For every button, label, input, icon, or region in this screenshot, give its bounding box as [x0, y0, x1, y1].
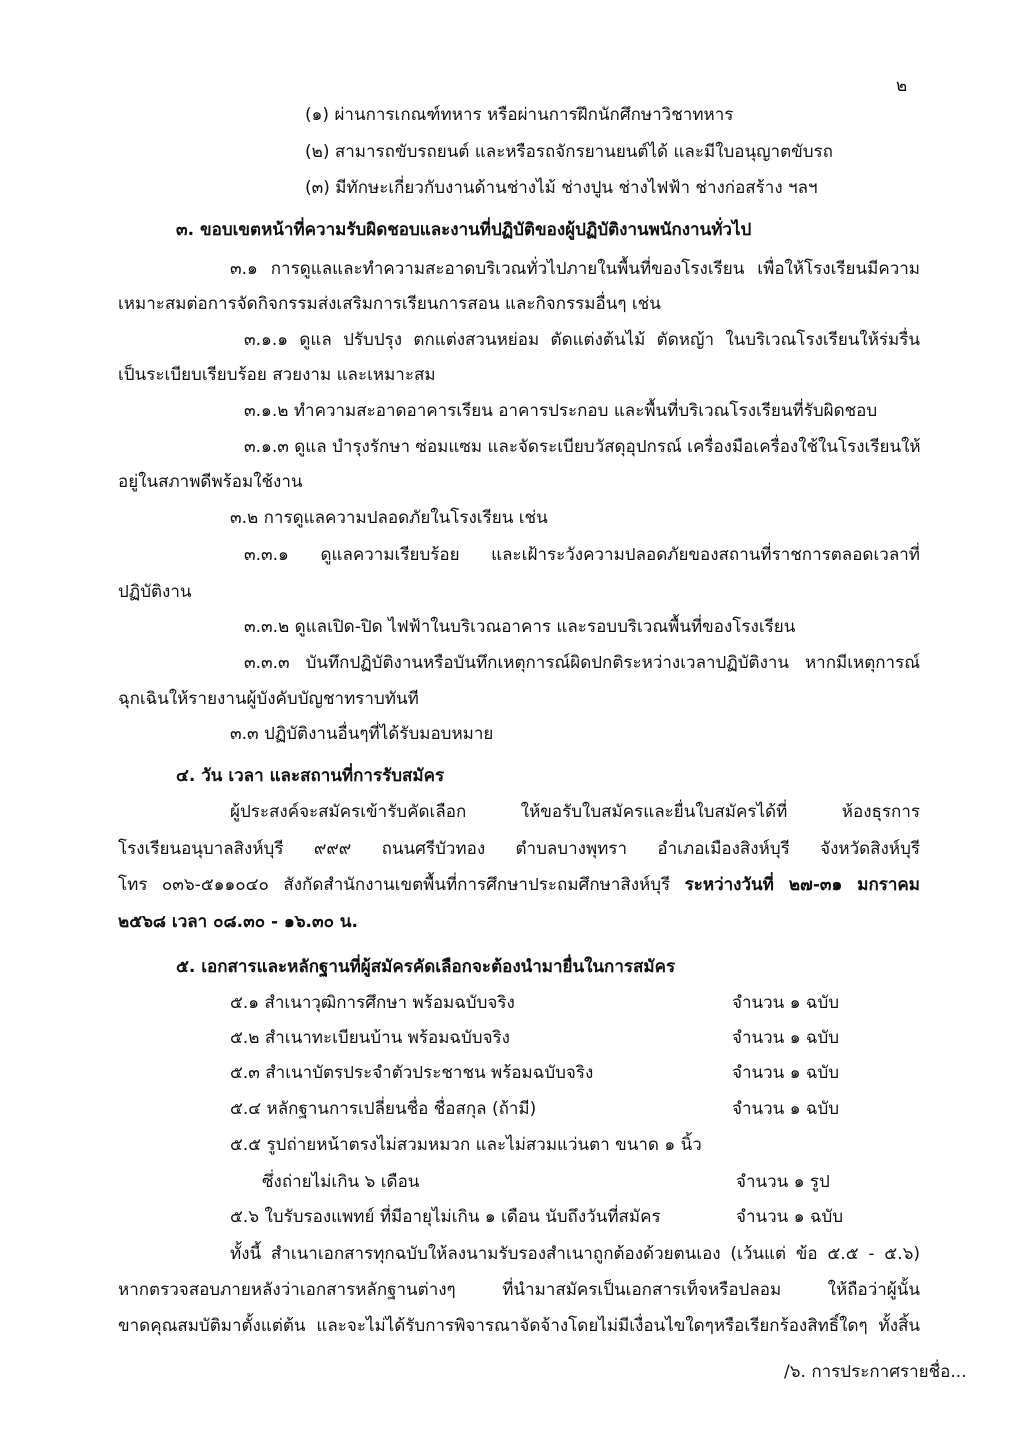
- section3-paragraph: ๓.๑.๓ ดูแล บำรุงรักษา ซ่อมแซม และจัดระเบียบวัสดุอุปกรณ์ เครื่องมือเครื่องใช้ในโรงเรียนให้: [244, 437, 921, 457]
- document-item-label: ๕.๖ ใบรับรองแพทย์ ที่มีอายุไม่เกิน ๑ เดือน นับถึงวันที่สมัคร: [230, 1207, 661, 1227]
- section3-paragraph: ๓.๓.๓ บันทึกปฏิบัติงานหรือบันทึกเหตุการณ์ผิดปกติระหว่างเวลาปฏิบัติงาน หากมีเหตุการณ์: [244, 653, 920, 673]
- section5-heading: ๕. เอกสารและหลักฐานที่ผู้สมัครคัดเลือกจะต้องนำมายื่นในการสมัคร: [176, 957, 676, 977]
- document-item-amount: จำนวน ๑ ฉบับ: [736, 1207, 844, 1227]
- section3-paragraph: ๓.๑ การดูแลและทำความสะอาดบริเวณทั่วไปภายในพื้นที่ของโรงเรียน เพื่อให้โรงเรียนมีความ: [230, 259, 920, 279]
- qualification-item: (๑) ผ่านการเกณฑ์ทหาร หรือผ่านการฝึกนักศึกษาวิชาทหาร: [305, 105, 734, 125]
- document-item-amount: จำนวน ๑ ฉบับ: [732, 1099, 840, 1119]
- section5-note: ทั้งนี้ สำเนาเอกสารทุกฉบับให้ลงนามรับรองสำเนาถูกต้องด้วยตนเอง (เว้นแต่ ข้อ ๕.๕ - ๕.๖): [230, 1244, 920, 1264]
- document-item-label: ๕.๒ สำเนาทะเบียนบ้าน พร้อมฉบับจริง: [230, 1028, 510, 1048]
- section3-paragraph: ๓.๑.๒ ทำความสะอาดอาคารเรียน อาคารประกอบ และพื้นที่บริเวณโรงเรียนที่รับผิดชอบ: [244, 401, 878, 421]
- section4-paragraph: โรงเรียนอนุบาลสิงห์บุรี ๙๙๙ ถนนศรีบัวทอง ตำบลบางพุทรา อำเภอเมืองสิงห์บุรี จังหวัดสิงห์บุรี: [118, 839, 920, 859]
- document-item-amount: จำนวน ๑ ฉบับ: [732, 993, 840, 1013]
- section5-note: หากตรวจสอบภายหลังว่าเอกสารหลักฐานต่างๆ ที่นำมาสมัครเป็นเอกสารเท็จหรือปลอม ให้ถือว่าผู้นั้น: [118, 1280, 920, 1300]
- section3-paragraph: ๓.๓ ปฏิบัติงานอื่นๆที่ได้รับมอบหมาย: [230, 724, 494, 744]
- section3-paragraph: ๓.๓.๒ ดูแลเปิด-ปิด ไฟฟ้าในบริเวณอาคาร และรอบบริเวณพื้นที่ของโรงเรียน: [244, 617, 796, 637]
- section3-heading: ๓. ขอบเขตหน้าที่ความรับผิดชอบและงานที่ปฏิบัติของผู้ปฏิบัติงานพนักงานทั่วไป: [176, 220, 752, 240]
- qualification-item: (๒) สามารถขับรถยนต์ และหรือรถจักรยานยนต์ได้ และมีใบอนุญาตขับรถ: [305, 142, 833, 162]
- document-item-label: ๕.๕ รูปถ่ายหน้าตรงไม่สวมหมวก และไม่สวมแว่นตา ขนาด ๑ นิ้ว: [230, 1135, 702, 1155]
- section4-text: โทร ๐๓๖-๕๑๑๐๔๐ สังกัดสำนักงานเขตพื้นที่การศึกษาประถมศึกษาสิงห์บุรี: [118, 875, 685, 895]
- section3-paragraph: ๓.๒ การดูแลความปลอดภัยในโรงเรียน เช่น: [230, 508, 548, 528]
- section3-paragraph: เหมาะสมต่อการจัดกิจกรรมส่งเสริมการเรียนการสอน และกิจกรรมอื่นๆ เช่น: [118, 294, 661, 314]
- application-period: ระหว่างวันที่ ๒๗-๓๑ มกราคม: [684, 875, 920, 895]
- document-item-label: ๕.๑ สำเนาวุฒิการศึกษา พร้อมฉบับจริง: [230, 993, 515, 1013]
- section3-paragraph: ๓.๑.๑ ดูแล ปรับปรุง ตกแต่งสวนหย่อม ตัดแต่งต้นไม้ ตัดหญ้า ในบริเวณโรงเรียนให้ร่มรื่น: [244, 330, 920, 350]
- section4-paragraph: ผู้ประสงค์จะสมัครเข้ารับคัดเลือก ให้ขอรับใบสมัครและยื่นใบสมัครได้ที่ ห้องธุรการ: [230, 802, 920, 822]
- document-item-amount: จำนวน ๑ ฉบับ: [732, 1028, 840, 1048]
- document-item-amount: จำนวน ๑ ฉบับ: [732, 1063, 840, 1083]
- document-item-label: ๕.๓ สำเนาบัตรประจำตัวประชาชน พร้อมฉบับจริง: [230, 1063, 594, 1083]
- section3-paragraph: เป็นระเบียบเรียบร้อย สวยงาม และเหมาะสม: [118, 365, 436, 385]
- qualification-item: (๓) มีทักษะเกี่ยวกับงานด้านช่างไม้ ช่างปูน ช่างไฟฟ้า ช่างก่อสร้าง ฯลฯ: [305, 178, 818, 198]
- document-item-amount: จำนวน ๑ รูป: [736, 1172, 830, 1192]
- section5-note: ขาดคุณสมบัติมาตั้งแต่ต้น และจะไม่ได้รับการพิจารณาจัดจ้างโดยไม่มีเงื่อนไขใดๆหรือเรียกร้องสิทธิ์ใดๆ ทั้งสิ้น: [118, 1316, 920, 1336]
- section4-paragraph: [118, 873, 920, 897]
- document-item-label: ๕.๔ หลักฐานการเปลี่ยนชื่อ ชื่อสกุล (ถ้ามี): [230, 1099, 537, 1119]
- section4-heading: ๔. วัน เวลา และสถานที่การรับสมัคร: [176, 766, 445, 786]
- section3-paragraph: ๓.๓.๑ ดูแลความเรียบร้อย และเฝ้าระวังความปลอดภัยของสถานที่ราชการตลอดเวลาที่: [244, 545, 920, 565]
- section3-paragraph: ปฏิบัติงาน: [118, 582, 192, 602]
- continuation-footer: /๖. การประกาศรายชื่อ...: [784, 1362, 967, 1382]
- application-period: ๒๕๖๘ เวลา ๐๘.๓๐ - ๑๖.๓๐ น.: [118, 912, 359, 932]
- page-number: ๒: [896, 76, 908, 96]
- section3-paragraph: ฉุกเฉินให้รายงานผู้บังคับบัญชาทราบทันที: [118, 689, 419, 709]
- section3-paragraph: อยู่ในสภาพดีพร้อมใช้งาน: [118, 472, 303, 492]
- document-item-label: ซึ่งถ่ายไม่เกิน ๖ เดือน: [262, 1172, 420, 1192]
